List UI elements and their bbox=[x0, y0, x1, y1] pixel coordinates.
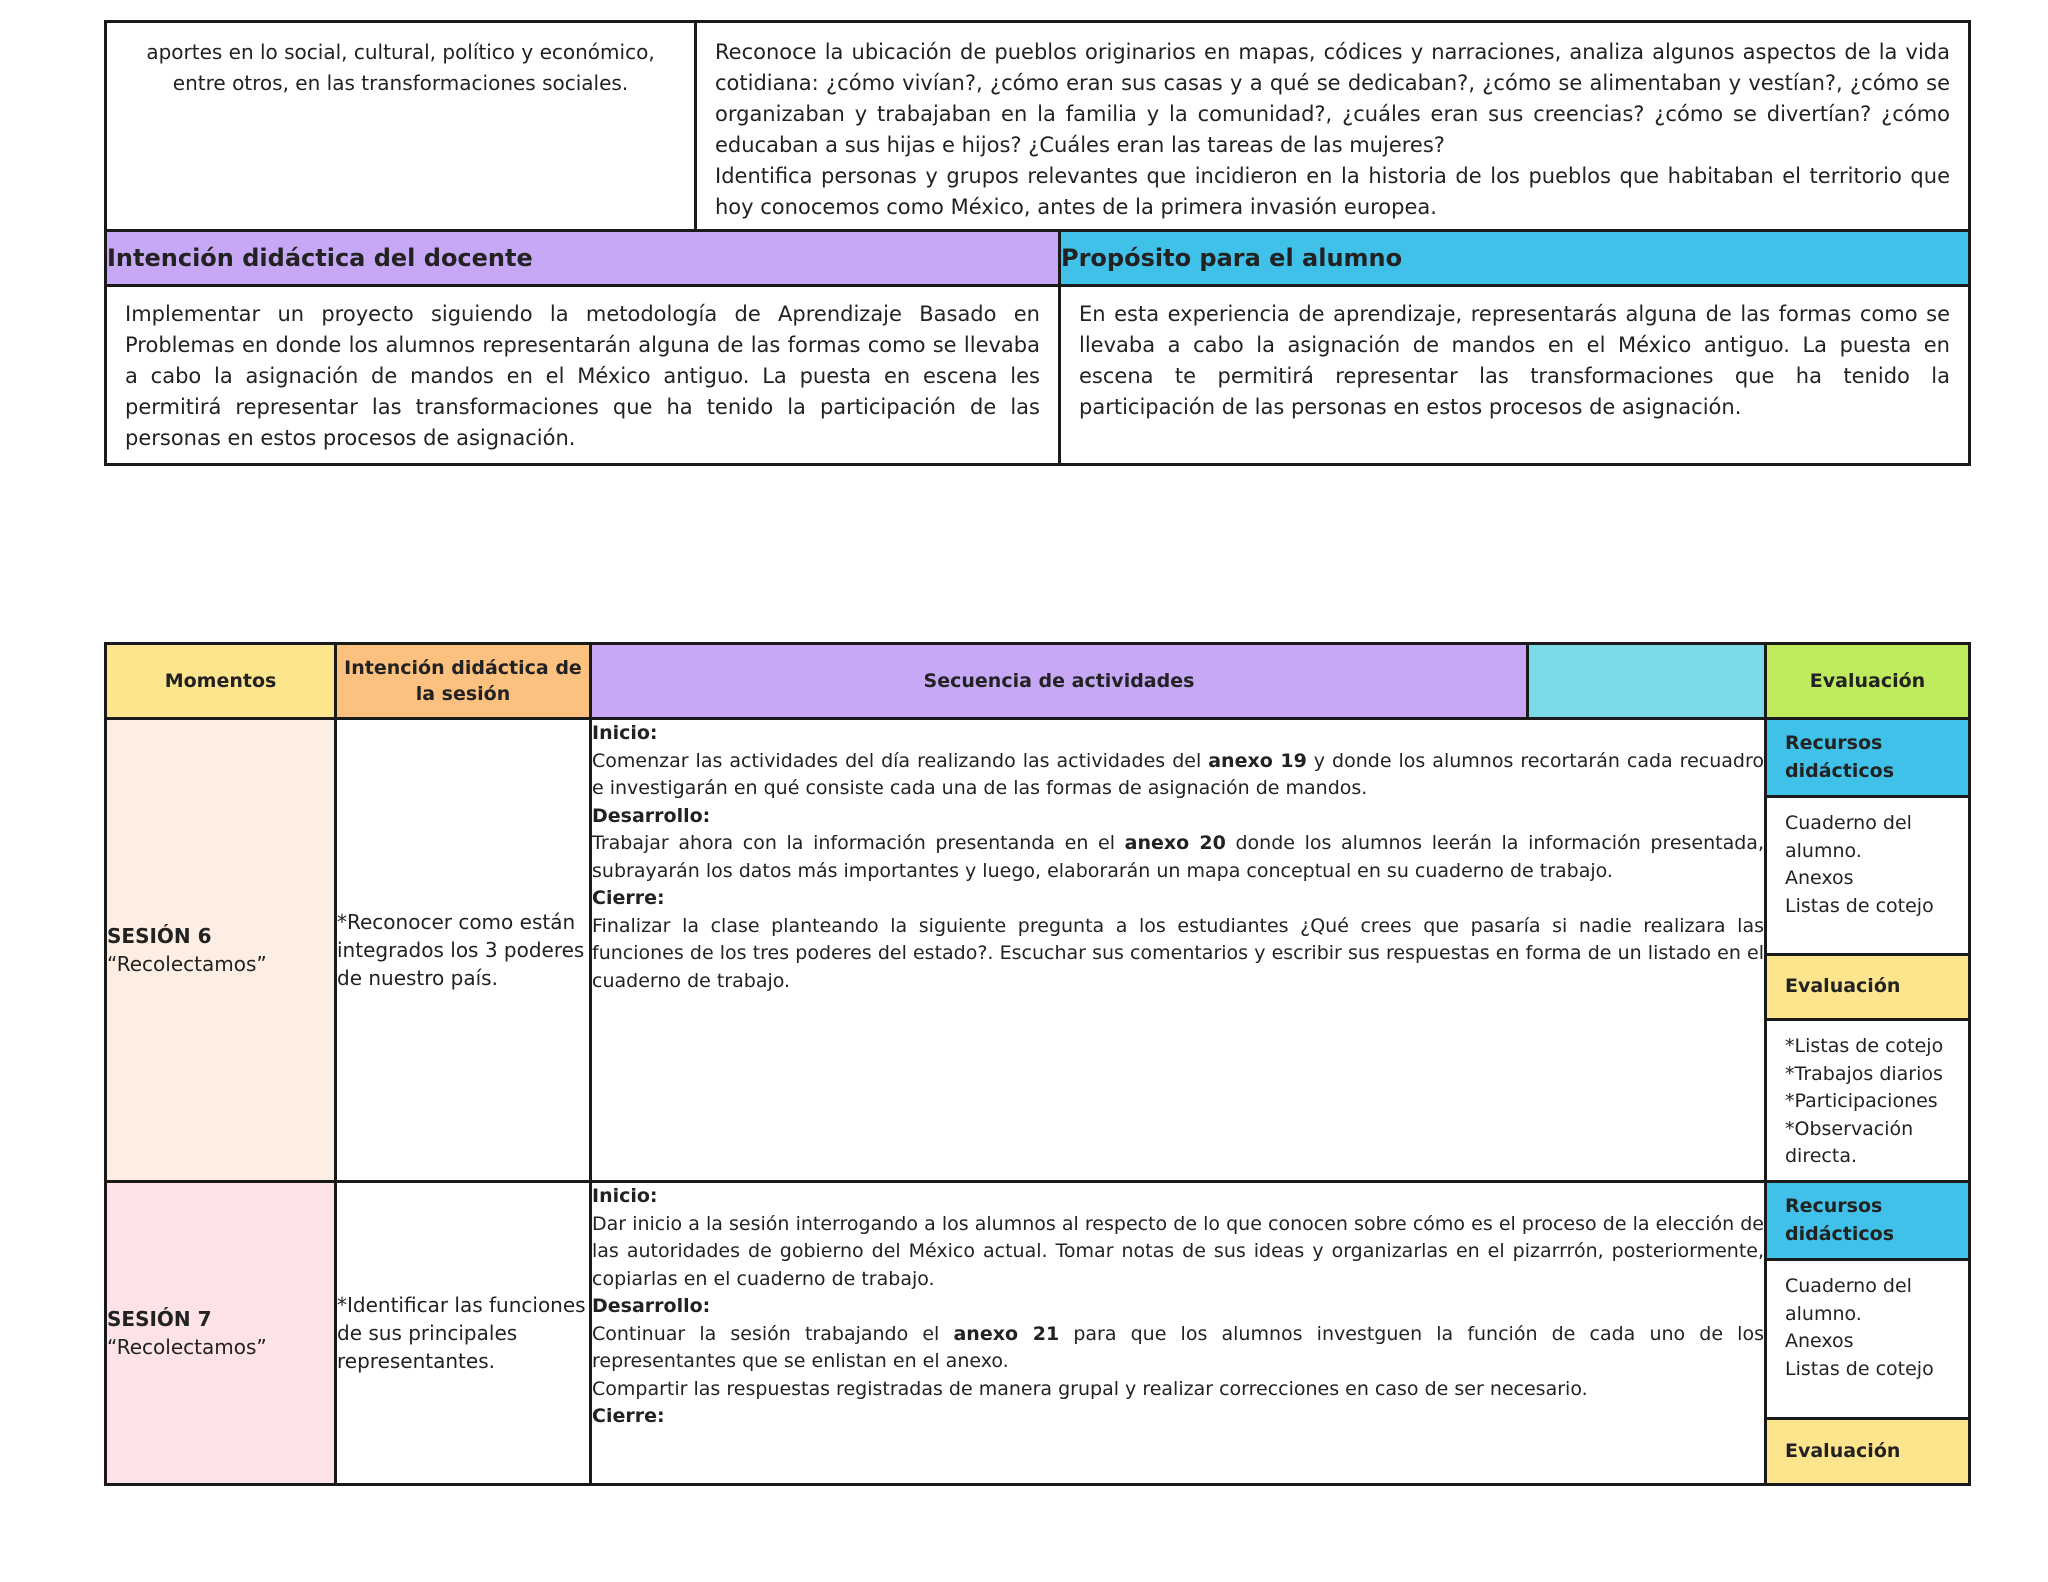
table-row bbox=[106, 1182, 1970, 1485]
list-item: Listas de cotejo bbox=[1785, 1357, 1934, 1380]
pda-right-paragraph-1: Reconoce la ubicación de pueblos originarios en mapas, códices y narraciones, analiza algunos aspectos de la vida cotidiana: ¿cómo vivían?, ¿cómo eran sus casas y a qué se dedicaban?, ¿cómo se alimentaban y vestían?, ¿cómo se organizaban y trabajaban en la familia y la comunidad?, ¿cuáles eran sus creencias? ¿cómo se divertían? ¿cómo educaban a sus hijas e hijos? ¿Cuáles eran las tareas de las mujeres? bbox=[715, 40, 1950, 157]
session-6-title: SESIÓN 6 bbox=[107, 924, 212, 948]
docente-intent-cell bbox=[106, 286, 1060, 465]
list-item: *Listas de cotejo bbox=[1785, 1035, 1944, 1057]
aprendizajes-table bbox=[104, 20, 1971, 466]
session-7-inicio-label: Inicio: bbox=[592, 1185, 658, 1207]
session-6-sequence bbox=[591, 719, 1766, 1182]
list-item: Cuaderno del alumno. bbox=[1785, 812, 1912, 862]
list-item: Anexos bbox=[1785, 1330, 1854, 1352]
session-6-recursos-title: Recursos didácticos bbox=[1767, 720, 1968, 798]
alumno-purpose-text: En esta experiencia de aprendizaje, representarás alguna de las formas como se llevaba a cabo la asignación de mandos en el México antiguo. La puesta en escena te permitirá representar las transformaciones que ha tenido la participación de las personas en estos procesos de asignación. bbox=[1079, 302, 1950, 419]
session-7-evaluation bbox=[1766, 1182, 1970, 1485]
list-item: *Observación directa. bbox=[1785, 1117, 1914, 1167]
session-7-moment bbox=[106, 1182, 336, 1485]
session-7-desarrollo-label: Desarrollo: bbox=[592, 1295, 711, 1317]
session-6-moment bbox=[106, 719, 336, 1182]
alumno-purpose-cell bbox=[1060, 286, 1970, 465]
header-intencion: Intención didáctica de la sesión bbox=[336, 644, 591, 719]
sessions-table bbox=[104, 642, 1971, 1486]
session-6-cierre-text: Finalizar la clase planteando la siguiente pregunta a los estudiantes ¿Qué crees que pasaría si nadie realizara las funciones de los tres poderes del estado?. Escuchar sus comentarios y escribir sus respuestas en forma de un listado en el cuaderno de trabajo. bbox=[592, 914, 1764, 992]
session-6-desarrollo-text: Trabajar ahora con la información presentanda en el anexo 20 donde los alumnos leerán la información presentada, subrayarán los datos más importantes y luego, elaborarán un mapa conceptual en su cuaderno de trabajo. bbox=[592, 832, 1764, 882]
list-item: Anexos bbox=[1785, 867, 1854, 889]
header-secuencia: Secuencia de actividades bbox=[591, 644, 1528, 719]
pda-right-paragraph-2: Identifica personas y grupos relevantes que incidieron en la historia de los pueblos que habitaban el territorio que hoy conocemos como México, antes de la primera invasión europea. bbox=[715, 164, 1950, 219]
pda-left-cell bbox=[106, 22, 696, 231]
docente-intent-title: Intención didáctica del docente bbox=[106, 231, 1060, 286]
alumno-purpose-title: Propósito para el alumno bbox=[1060, 231, 1970, 286]
session-6-evaluacion-list bbox=[1767, 1021, 1968, 1180]
session-7-subtitle: “Recolectamos” bbox=[107, 1335, 267, 1359]
session-7-title: SESIÓN 7 bbox=[107, 1307, 212, 1331]
docente-intent-text: Implementar un proyecto siguiendo la metodología de Aprendizaje Basado en Problemas en donde los alumnos representarán alguna de las formas como se llevaba a cabo la asignación de mandos en el México antiguo. La puesta en escena les permitirá representar las transformaciones que ha tenido la participación de las personas en estos procesos de asignación. bbox=[125, 302, 1040, 450]
session-7-desarrollo-text-2: Compartir las respuestas registradas de manera grupal y realizar correcciones en caso de ser necesario. bbox=[592, 1377, 1588, 1400]
header-momentos: Momentos bbox=[106, 644, 336, 719]
session-7-cierre-label: Cierre: bbox=[592, 1405, 665, 1427]
pda-right-cell bbox=[696, 22, 1970, 231]
session-7-sequence bbox=[591, 1182, 1766, 1485]
session-6-inicio-label: Inicio: bbox=[592, 722, 658, 744]
session-6-evaluacion-title: Evaluación bbox=[1767, 953, 1968, 1021]
session-6-evaluation bbox=[1766, 719, 1970, 1182]
session-7-inicio-text: Dar inicio a la sesión interrogando a los alumnos al respecto de lo que conocen sobre cómo es el proceso de la elección de las autoridades de gobierno del México actual. Tomar notas de sus ideas y organizarlas en el pizarrrón, posteriormente, copiarlas en el cuaderno de trabajo. bbox=[592, 1212, 1764, 1290]
session-6-inicio-text: Comenzar las actividades del día realizando las actividades del anexo 19 y donde los alumnos recortarán cada recuadro e investigarán en qué consiste cada una de las formas de asignación de mandos. bbox=[592, 749, 1764, 799]
session-6-subtitle: “Recolectamos” bbox=[107, 952, 267, 976]
session-6-cierre-label: Cierre: bbox=[592, 887, 665, 909]
session-7-evaluacion-title: Evaluación bbox=[1767, 1417, 1968, 1483]
session-6-recursos-list bbox=[1767, 798, 1968, 953]
pda-left-text: aportes en lo social, cultural, político y económico, entre otros, en las transformaciones sociales. bbox=[146, 40, 655, 95]
session-7-recursos-title: Recursos didácticos bbox=[1767, 1183, 1968, 1261]
session-6-desarrollo-label: Desarrollo: bbox=[592, 804, 711, 827]
session-7-desarrollo-text: Continuar la sesión trabajando el anexo 21 para que los alumnos investguen la función de cada uno de los representantes que se enlistan en el anexo. bbox=[592, 1322, 1764, 1372]
list-item: Listas de cotejo bbox=[1785, 894, 1934, 917]
list-item: *Participaciones bbox=[1785, 1090, 1938, 1112]
table-row bbox=[106, 719, 1970, 1182]
session-7-intent: *Identificar las funciones de sus principales representantes. bbox=[336, 1182, 591, 1485]
header-blank bbox=[1528, 644, 1766, 719]
list-item: Cuaderno del alumno. bbox=[1785, 1275, 1912, 1325]
session-6-intent: *Reconocer como están integrados los 3 poderes de nuestro país. bbox=[336, 719, 591, 1182]
header-evaluacion: Evaluación bbox=[1766, 644, 1970, 719]
session-7-recursos-list bbox=[1767, 1261, 1968, 1417]
list-item: *Trabajos diarios bbox=[1785, 1062, 1943, 1085]
